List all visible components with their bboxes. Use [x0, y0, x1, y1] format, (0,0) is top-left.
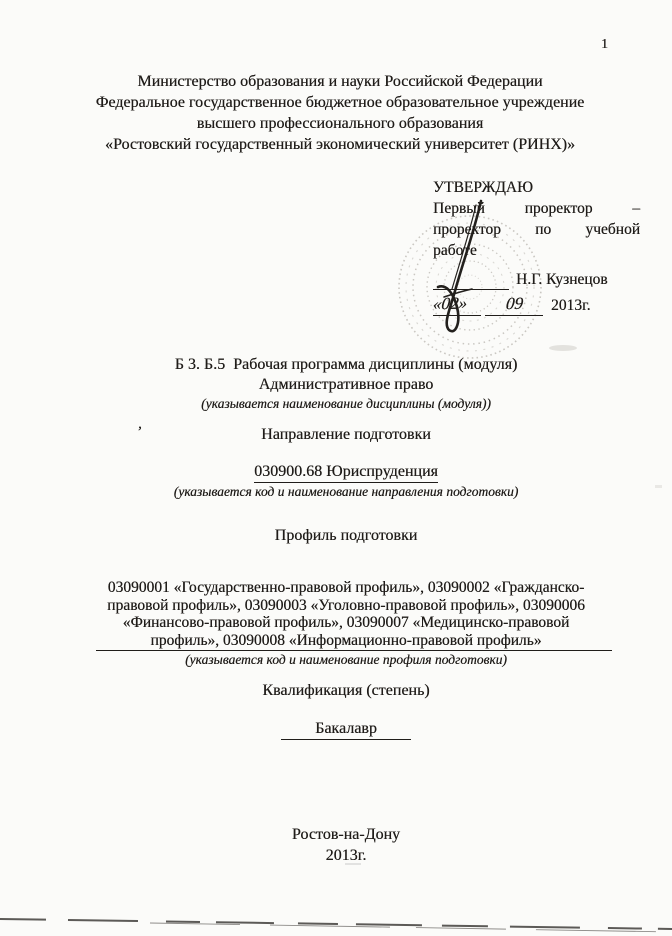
program-code-title: Б 3. Б.5 Рабочая программа дисциплины (модуля)	[174, 356, 518, 373]
header-line: «Ростовский государственный экономический университет (РИНХ)»	[105, 136, 575, 153]
signature-blank	[433, 272, 509, 290]
date-day: «02»	[433, 293, 481, 316]
footer-city: Ростов-на-Дону	[291, 826, 401, 843]
profile-heading: Профиль подготовки	[274, 527, 418, 544]
program-title-block	[36, 355, 656, 412]
approval-role-line: Первый проректор –	[433, 200, 640, 217]
profile-underline-rule	[96, 650, 612, 651]
approval-role-line: проректор по учебной	[433, 221, 640, 238]
profile-caption: (указывается код и наименование профиля подготовки)	[185, 652, 507, 668]
direction-block	[36, 426, 656, 500]
profile-line: 03090001 «Государственно-правовой профиль», 03090002 «Гражданско-	[107, 579, 585, 596]
direction-heading: Направление подготовки	[261, 426, 431, 443]
header-line: Федеральное государственное бюджетное образовательное учреждение	[95, 94, 585, 111]
approval-block	[433, 177, 640, 316]
discipline-caption: (указывается наименование дисциплины (модуля))	[201, 396, 491, 411]
profile-line: профиль», 03090008 «Информационно-правовой профиль»	[150, 631, 542, 649]
profile-line: «Финансово-правовой профиль», 03090007 «Медицинско-правовой	[122, 614, 570, 632]
qualification-value: Бакалавр	[281, 720, 411, 740]
footer-year: 2013г.	[325, 847, 367, 864]
approval-role-line: работе	[433, 242, 477, 259]
date-month: 09	[485, 293, 543, 316]
page-number: 1	[601, 37, 608, 52]
date-year: 2013г.	[551, 297, 591, 314]
signature-line	[433, 268, 640, 290]
footer-block	[36, 824, 656, 866]
direction-value: 030900.68 Юриспруденция	[254, 463, 438, 483]
profile-line: правовой профиль», 03090003 «Уголовно-правовой профиль», 03090006	[107, 596, 585, 614]
stray-ink-mark: ,	[138, 416, 142, 432]
header-line: высшего профессионального образования	[196, 115, 484, 132]
qualification-block	[36, 682, 656, 740]
profile-block	[36, 527, 656, 668]
discipline-name: Административное право	[258, 376, 434, 393]
ministry-header	[30, 71, 650, 155]
header-line: Министерство образования и науки Российской Федерации	[137, 73, 543, 90]
profile-list	[36, 579, 656, 649]
date-line	[433, 292, 640, 316]
signer-name: Н.Г. Кузнецов	[516, 271, 608, 288]
approval-title: УТВЕРЖДАЮ	[433, 179, 533, 196]
direction-caption: (указывается код и наименование направления подготовки)	[173, 484, 519, 499]
qualification-heading: Квалификация (степень)	[262, 682, 430, 699]
page-edge-scan-artifact	[0, 919, 672, 932]
